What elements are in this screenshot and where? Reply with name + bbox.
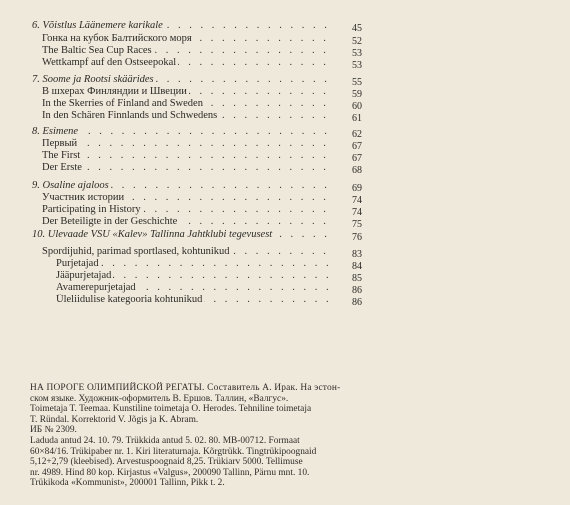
page-number: 45 <box>352 23 362 34</box>
imprint-line: Toimetaja T. Teemaa. Kunstiline toimetaja O. Herodes. Tehniline toimetaja <box>30 404 312 415</box>
page-number: 74 <box>352 207 362 218</box>
page-number: 75 <box>352 219 362 230</box>
toc-entry: 6. Võistlus Läänemere karikale . . . <box>32 20 332 32</box>
toc-entry: Avamerepurjetajad . . . <box>56 282 332 294</box>
toc-entry: Üleliidulise kategooria kohtunikud . . . <box>56 294 332 306</box>
imprint-line: ском языке. Художник-оформитель В. Ершов. Таллин, «Валгус». <box>30 393 289 404</box>
page-number: 83 <box>352 249 362 260</box>
page-number: 68 <box>352 165 362 176</box>
page-number: 53 <box>352 48 362 59</box>
toc-entry: The Baltic Sea Cup Races . . . <box>42 45 332 57</box>
toc-entry: Wettkampf auf den Ostseepokal . . . <box>42 57 332 69</box>
toc-entry: Первый . . . <box>42 138 332 150</box>
imprint-block <box>30 383 360 489</box>
imprint-line: Laduda antud 24. 10. 79. Trükkida antud 5. 02. 80. MB-00712. Formaat <box>30 435 300 446</box>
toc-entry: В шхерах Финляндии и Швеции . . . <box>42 86 332 98</box>
toc-entry: 9. Osaline ajaloos . . . <box>32 180 332 192</box>
toc-entry: Participating in History . . . <box>42 204 332 216</box>
toc-entry: Гонка на кубок Балтийского моря . . . <box>42 33 332 45</box>
imprint-line: ИБ № 2309. <box>30 425 77 436</box>
imprint-line: 5,12+2,79 (kleebised). Arvestuspoognaid 8,25. Trükiarv 5000. Tellimuse <box>30 457 303 468</box>
imprint-line: 60×84/16. Trükipaber nr. 1. Kiri literaturnaja. Kõrgtrükk. Tingtrükipoognaid <box>30 446 317 457</box>
page-number: 59 <box>352 89 362 100</box>
toc-entry: In the Skerries of Finland and Sweden . . . <box>42 98 332 110</box>
page-number: 84 <box>352 261 362 272</box>
page-number: 55 <box>352 77 362 88</box>
imprint-line: НА ПОРОГЕ ОЛИМПИЙСКОЙ РЕГАТЫ. Составитель А. Ирак. На эстон- <box>30 383 341 393</box>
page-number: 61 <box>352 113 362 124</box>
imprint-line: Trükikoda «Kommunist», 200001 Tallinn, Pikk t. 2. <box>30 478 225 489</box>
page-number: 67 <box>352 141 362 152</box>
page-number: 76 <box>352 232 362 243</box>
toc-entry: The First . . . <box>42 150 332 162</box>
toc-entry: Spordijuhid, parimad sportlased, kohtunikud . . . <box>42 246 332 258</box>
page-number: 62 <box>352 129 362 140</box>
toc-entry: Der Erste . . . <box>42 162 332 174</box>
toc-entry: 10. Ülevaade VSÜ «Kalev» Tallinna Jahtklubi tegevusest . . . <box>32 229 332 241</box>
toc-entry: Purjetajad . . . <box>56 258 332 270</box>
page-number: 60 <box>352 101 362 112</box>
page-number: 74 <box>352 195 362 206</box>
toc-entry: Jääpurjetajad . . . <box>56 270 332 282</box>
page-number: 53 <box>352 60 362 71</box>
toc-entry: 7. Soome ja Rootsi skäärides . . . <box>32 74 332 86</box>
imprint-line: nr. 4989. Hind 80 kop. Kirjastus «Valgus», 200090 Tallinn, Pärnu mnt. 10. <box>30 467 310 478</box>
page-number: 85 <box>352 273 362 284</box>
page-number: 69 <box>352 183 362 194</box>
toc-entry: Участник истории . . . <box>42 192 332 204</box>
imprint-line: T. Ründal. Korrektorid V. Jõgis ja K. Abram. <box>30 414 199 425</box>
page-number: 86 <box>352 285 362 296</box>
page-number: 52 <box>352 36 362 47</box>
toc-entry: In den Schären Finnlands und Schwedens . . . <box>42 110 332 122</box>
toc-entry: 8. Esimene . . . <box>32 126 332 138</box>
page-number: 86 <box>352 297 362 308</box>
toc-entry: Der Beteiligte in der Geschichte . . . <box>42 216 332 228</box>
page-number: 67 <box>352 153 362 164</box>
